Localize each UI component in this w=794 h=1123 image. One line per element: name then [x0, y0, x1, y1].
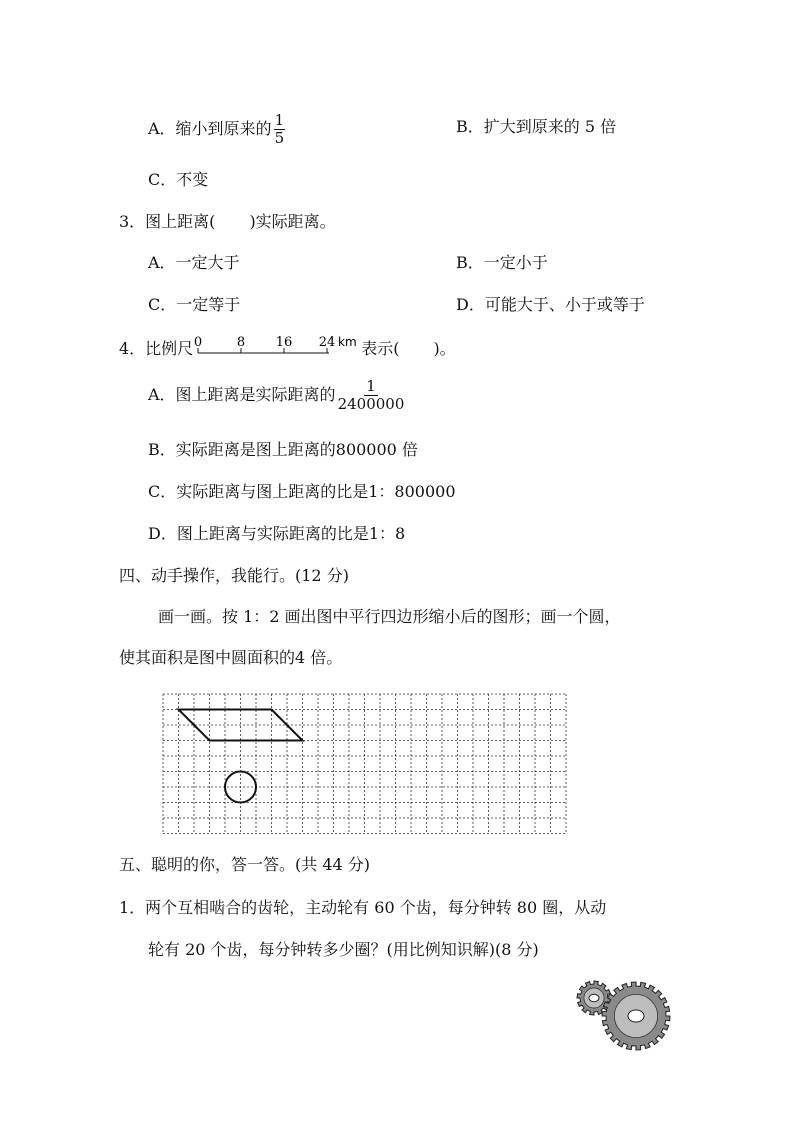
- section-5-q1-line-1: 1．两个互相啮合的齿轮，主动轮有 60 个齿，每分钟转 80 圈，从动: [119, 898, 607, 917]
- q2-option-b: B．扩大到原来的 5 倍: [456, 117, 617, 136]
- q4-stem-suffix-a: 表示(: [361, 339, 400, 358]
- q4-option-a: [148, 378, 404, 413]
- scale-label-0: 0: [194, 336, 203, 350]
- q3-option-a: A．一定大于: [148, 253, 240, 272]
- q4-option-a-text: A．图上距离是实际距离的: [148, 385, 336, 404]
- fraction-numerator: 1: [274, 111, 285, 129]
- section-4-instruction-line-1: 画一画。按 1：2 画出图中平行四边形缩小后的图形；画一个圆，: [158, 607, 621, 626]
- scale-label-8: 8: [237, 336, 246, 350]
- q4-stem-suffix-b: )。: [433, 339, 456, 358]
- grid-canvas[interactable]: [160, 691, 572, 837]
- q4-option-b: B．实际距离是图上距离的800000 倍: [148, 440, 418, 459]
- q3-option-b: B．一定小于: [456, 253, 548, 272]
- scale-bar: [193, 336, 361, 363]
- q3-stem: [119, 212, 336, 232]
- fraction-one-fifth: [274, 112, 286, 147]
- q4-option-d: D．图上距离与实际距离的比是1：8: [148, 524, 406, 543]
- scale-label-24: 24: [318, 336, 336, 350]
- q2-option-a: [148, 112, 285, 147]
- scale-unit: km: [338, 336, 357, 349]
- fraction-one-over-2400000: [338, 378, 405, 413]
- q3-stem-prefix: 3．图上距离(: [119, 212, 216, 231]
- q4-option-c: C．实际距离与图上距离的比是1：800000: [148, 482, 456, 501]
- fraction-denominator: 5: [274, 129, 285, 147]
- section-4-heading: 四、动手操作，我能行。(12 分): [119, 566, 349, 585]
- q2-option-a-text: A．缩小到原来的: [148, 119, 272, 138]
- q4-stem: [119, 336, 456, 363]
- gears-illustration: [574, 978, 674, 1062]
- section-5-heading: 五、聪明的你，答一答。(共 44 分): [119, 855, 371, 874]
- q4-stem-prefix: 4．比例尺: [119, 339, 194, 358]
- q3-option-c: C．一定等于: [148, 295, 241, 314]
- drawing-grid[interactable]: [160, 691, 572, 841]
- scale-bar-graphic: [193, 336, 361, 358]
- gears-icon: [574, 978, 674, 1058]
- fraction-denominator: 2400000: [337, 395, 405, 413]
- q3-stem-suffix: )实际距离。: [249, 212, 336, 231]
- q3-option-d: D．可能大于、小于或等于: [456, 295, 645, 314]
- q2-option-c: C．不变: [148, 170, 209, 189]
- scale-label-16: 16: [275, 336, 293, 350]
- fraction-numerator: 1: [366, 377, 376, 395]
- section-5-q1-line-2: 轮有 20 个齿，每分钟转多少圈？(用比例知识解)(8 分): [148, 940, 539, 959]
- small-gear-icon: [577, 981, 611, 1015]
- large-gear-icon: [602, 982, 670, 1050]
- section-4-instruction-line-2: 使其面积是图中圆面积的4 倍。: [119, 648, 343, 667]
